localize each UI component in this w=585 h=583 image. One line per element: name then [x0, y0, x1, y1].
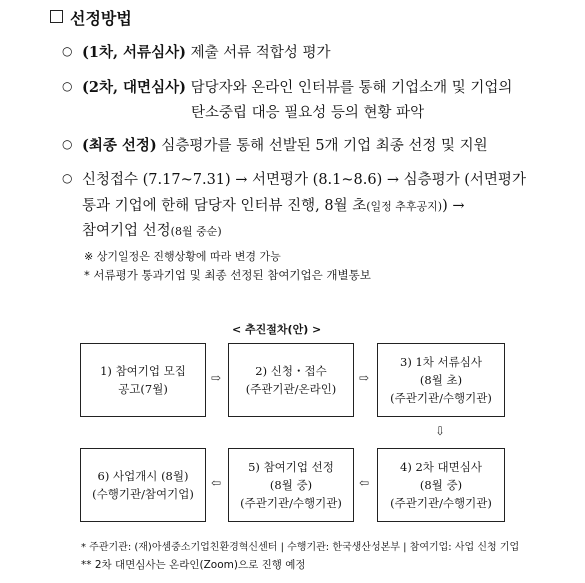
note-schedule-change: ※ 상기일정은 진행상황에 따라 변경 가능 — [84, 250, 281, 263]
schedule-line-3b: (8월 중순) — [170, 225, 222, 238]
schedule-line-2a: 통과 기업에 한해 담당자 인터뷰 진행, 8월 초 — [82, 198, 367, 214]
schedule-line-3a: 참여기업 선정 — [82, 223, 171, 239]
process-step-4-line3: (주관기관/수행기관) — [390, 496, 492, 510]
process-step-1-line2: 공고(7월) — [118, 382, 168, 396]
process-step-4 — [377, 448, 505, 522]
process-title: < 추진절차(안) > — [232, 323, 322, 336]
process-step-5-line2: (8월 중) — [269, 478, 313, 492]
process-step-2-line1: 2) 신청・접수 — [255, 364, 327, 378]
process-step-1-line1: 1) 참여기업 모집 — [100, 364, 186, 378]
arrow-right-icon: ⇨ — [359, 371, 370, 385]
process-step-5-line1: 5) 참여기업 선정 — [248, 460, 334, 474]
process-step-4-line2: (8월 중) — [419, 478, 463, 492]
bullet-icon: ○ — [62, 79, 73, 93]
process-step-5-line3: (주관기관/수행기관) — [240, 496, 342, 510]
bullet-icon: ○ — [62, 137, 73, 151]
process-step-5 — [228, 448, 354, 522]
process-step-4-line1: 4) 2차 대면심사 — [400, 460, 482, 474]
schedule-line-2b: (일정 추후공지) — [366, 200, 443, 213]
item-1-text: 제출 서류 적합성 평가 — [190, 45, 331, 61]
section-checkbox-icon — [50, 10, 63, 23]
process-step-2-line2: (주관기관/온라인) — [245, 382, 337, 396]
schedule-line-2c: ) → — [442, 198, 465, 214]
note-individual-notice: * 서류평가 통과기업 및 최종 선정된 참여기업은 개별통보 — [84, 268, 371, 282]
process-step-3-line1: 3) 1차 서류심사 — [400, 355, 482, 369]
section-title: 선정방법 — [70, 9, 132, 28]
schedule-line-1: 신청접수 (7.17~7.31) → 서면평가 (8.1~8.6) → 심층평가 (서면평가 — [82, 172, 526, 188]
process-step-2 — [228, 343, 354, 417]
process-step-3 — [377, 343, 505, 417]
item-2-text-cont: 탄소중립 대응 필요성 등의 현황 파악 — [191, 105, 425, 121]
item-2-text: 담당자와 온라인 인터뷰를 통해 기업소개 및 기업의 — [190, 80, 513, 96]
item-3-label: (최종 선정) — [82, 137, 157, 154]
item-3-text: 심층평가를 통해 선발된 5개 기업 최종 선정 및 지원 — [161, 138, 488, 154]
schedule-line-3 — [82, 219, 222, 240]
arrow-left-icon: ⇦ — [211, 476, 222, 490]
item-1-label: (1차, 서류심사) — [82, 44, 186, 61]
process-step-3-line3: (주관기관/수행기관) — [390, 391, 492, 405]
arrow-down-icon: ⇩ — [435, 424, 446, 438]
process-step-6-line1: 6) 사업개시 (8월) — [97, 469, 189, 483]
process-step-3-line2: (8월 초) — [419, 373, 463, 387]
process-step-1 — [80, 343, 206, 417]
item-1 — [82, 41, 330, 62]
bullet-icon: ○ — [62, 44, 73, 58]
item-3 — [82, 134, 488, 155]
item-2 — [82, 76, 512, 97]
bullet-icon: ○ — [62, 171, 73, 185]
footnote-zoom: ** 2차 대면심사는 온라인(Zoom)으로 진행 예정 — [81, 559, 306, 571]
process-step-6-line2: (수행기관/참여기업) — [92, 487, 194, 501]
arrow-left-icon: ⇦ — [359, 476, 370, 490]
schedule-line-2 — [82, 194, 464, 215]
arrow-right-icon: ⇨ — [211, 371, 222, 385]
footnote-organizations: * 주관기관: (재)아셈중소기업친환경혁신센터 | 수행기관: 한국생산성본부 | 참여기업: 사업 신청 기업 — [81, 542, 520, 553]
process-step-6 — [80, 448, 206, 522]
item-2-label: (2차, 대면심사) — [82, 79, 186, 96]
